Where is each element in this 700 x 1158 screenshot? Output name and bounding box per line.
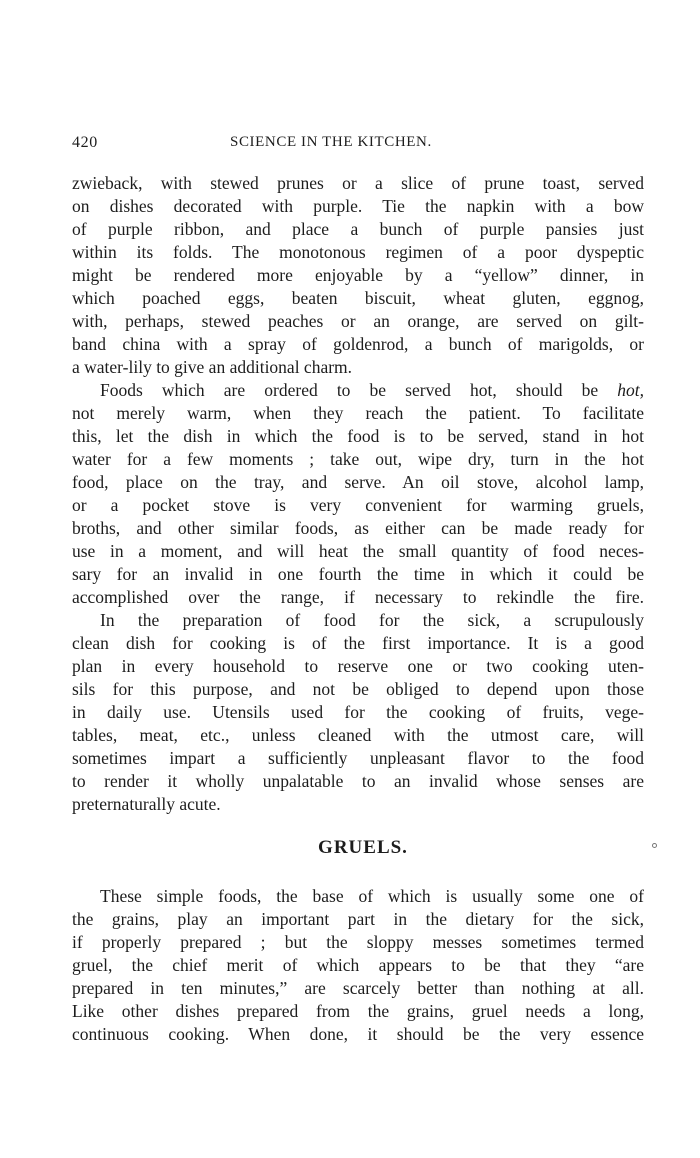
text-line: food, place on the tray, and serve. An oil stove, alcohol lamp, <box>72 472 644 492</box>
text-line: continuous cooking. When done, it should be the very essence <box>72 1024 644 1044</box>
text-line: prepared in ten minutes,” are scarcely better than nothing at all. <box>72 978 644 998</box>
text-line: tables, meat, etc., unless cleaned with the utmost care, will <box>72 725 644 745</box>
text-line: of purple ribbon, and place a bunch of purple pansies just <box>72 219 644 239</box>
text-line: which poached eggs, beaten biscuit, wheat gluten, eggnog, <box>72 288 644 308</box>
body-text-block-2 <box>72 885 644 1046</box>
running-head <box>72 134 644 156</box>
text-line: gruel, the chief merit of which appears to be that they “are <box>72 955 644 975</box>
text-line: broths, and other similar foods, as either can be made ready for <box>72 518 644 538</box>
running-title: SCIENCE IN THE KITCHEN. <box>230 134 432 150</box>
text-line: band china with a spray of goldenrod, a bunch of marigolds, or <box>72 334 644 354</box>
text-line: or a pocket stove is very convenient for warming gruels, <box>72 495 644 515</box>
text-line: These simple foods, the base of which is usually some one of <box>100 886 644 906</box>
text-line: within its folds. The monotonous regimen of a poor dyspeptic <box>72 242 644 262</box>
text-line: preternaturally acute. <box>72 794 221 814</box>
text-line: plan in every household to reserve one or two cooking uten- <box>72 656 644 676</box>
section-heading: GRUELS. <box>318 837 408 858</box>
text-line: might be rendered more enjoyable by a “yellow” dinner, in <box>72 265 644 285</box>
text-line: zwieback, with stewed prunes or a slice of prune toast, served <box>72 173 644 193</box>
body-text-block-1 <box>72 172 644 816</box>
paper-speck <box>652 843 657 848</box>
text-line: in daily use. Utensils used for the cooking of fruits, vege- <box>72 702 644 722</box>
text-line-hot <box>72 379 644 402</box>
text-line: sils for this purpose, and not be obliged to depend upon those <box>72 679 644 699</box>
book-page <box>72 0 644 1158</box>
text-line: clean dish for cooking is of the first importance. It is a good <box>72 633 644 653</box>
text-line: accomplished over the range, if necessary to rekindle the fire. <box>72 587 644 607</box>
text-line: Like other dishes prepared from the grains, gruel needs a long, <box>72 1001 644 1021</box>
text-line: a water-lily to give an additional charm. <box>72 357 353 377</box>
hot-line-prefix: Foods which are ordered to be served hot, should be <box>100 380 618 400</box>
text-line: this, let the dish in which the food is to be served, stand in hot <box>72 426 644 446</box>
text-line: the grains, play an important part in the dietary for the sick, <box>72 909 644 929</box>
text-line: not merely warm, when they reach the patient. To facilitate <box>72 403 644 423</box>
text-line: to render it wholly unpalatable to an invalid whose senses are <box>72 771 644 791</box>
text-line: if properly prepared ; but the sloppy messes sometimes termed <box>72 932 644 952</box>
text-line: use in a moment, and will heat the small quantity of food neces- <box>72 541 644 561</box>
text-line: on dishes decorated with purple. Tie the napkin with a bow <box>72 196 644 216</box>
text-line: sometimes impart a sufficiently unpleasant flavor to the food <box>72 748 644 768</box>
text-line: water for a few moments ; take out, wipe dry, turn in the hot <box>72 449 644 469</box>
text-line: sary for an invalid in one fourth the time in which it could be <box>72 564 644 584</box>
page-number: 420 <box>72 134 98 151</box>
text-line: In the preparation of food for the sick, a scrupulously <box>100 610 644 630</box>
italic-word-hot: hot, <box>617 380 644 400</box>
text-line: with, perhaps, stewed peaches or an orange, are served on gilt- <box>72 311 644 331</box>
